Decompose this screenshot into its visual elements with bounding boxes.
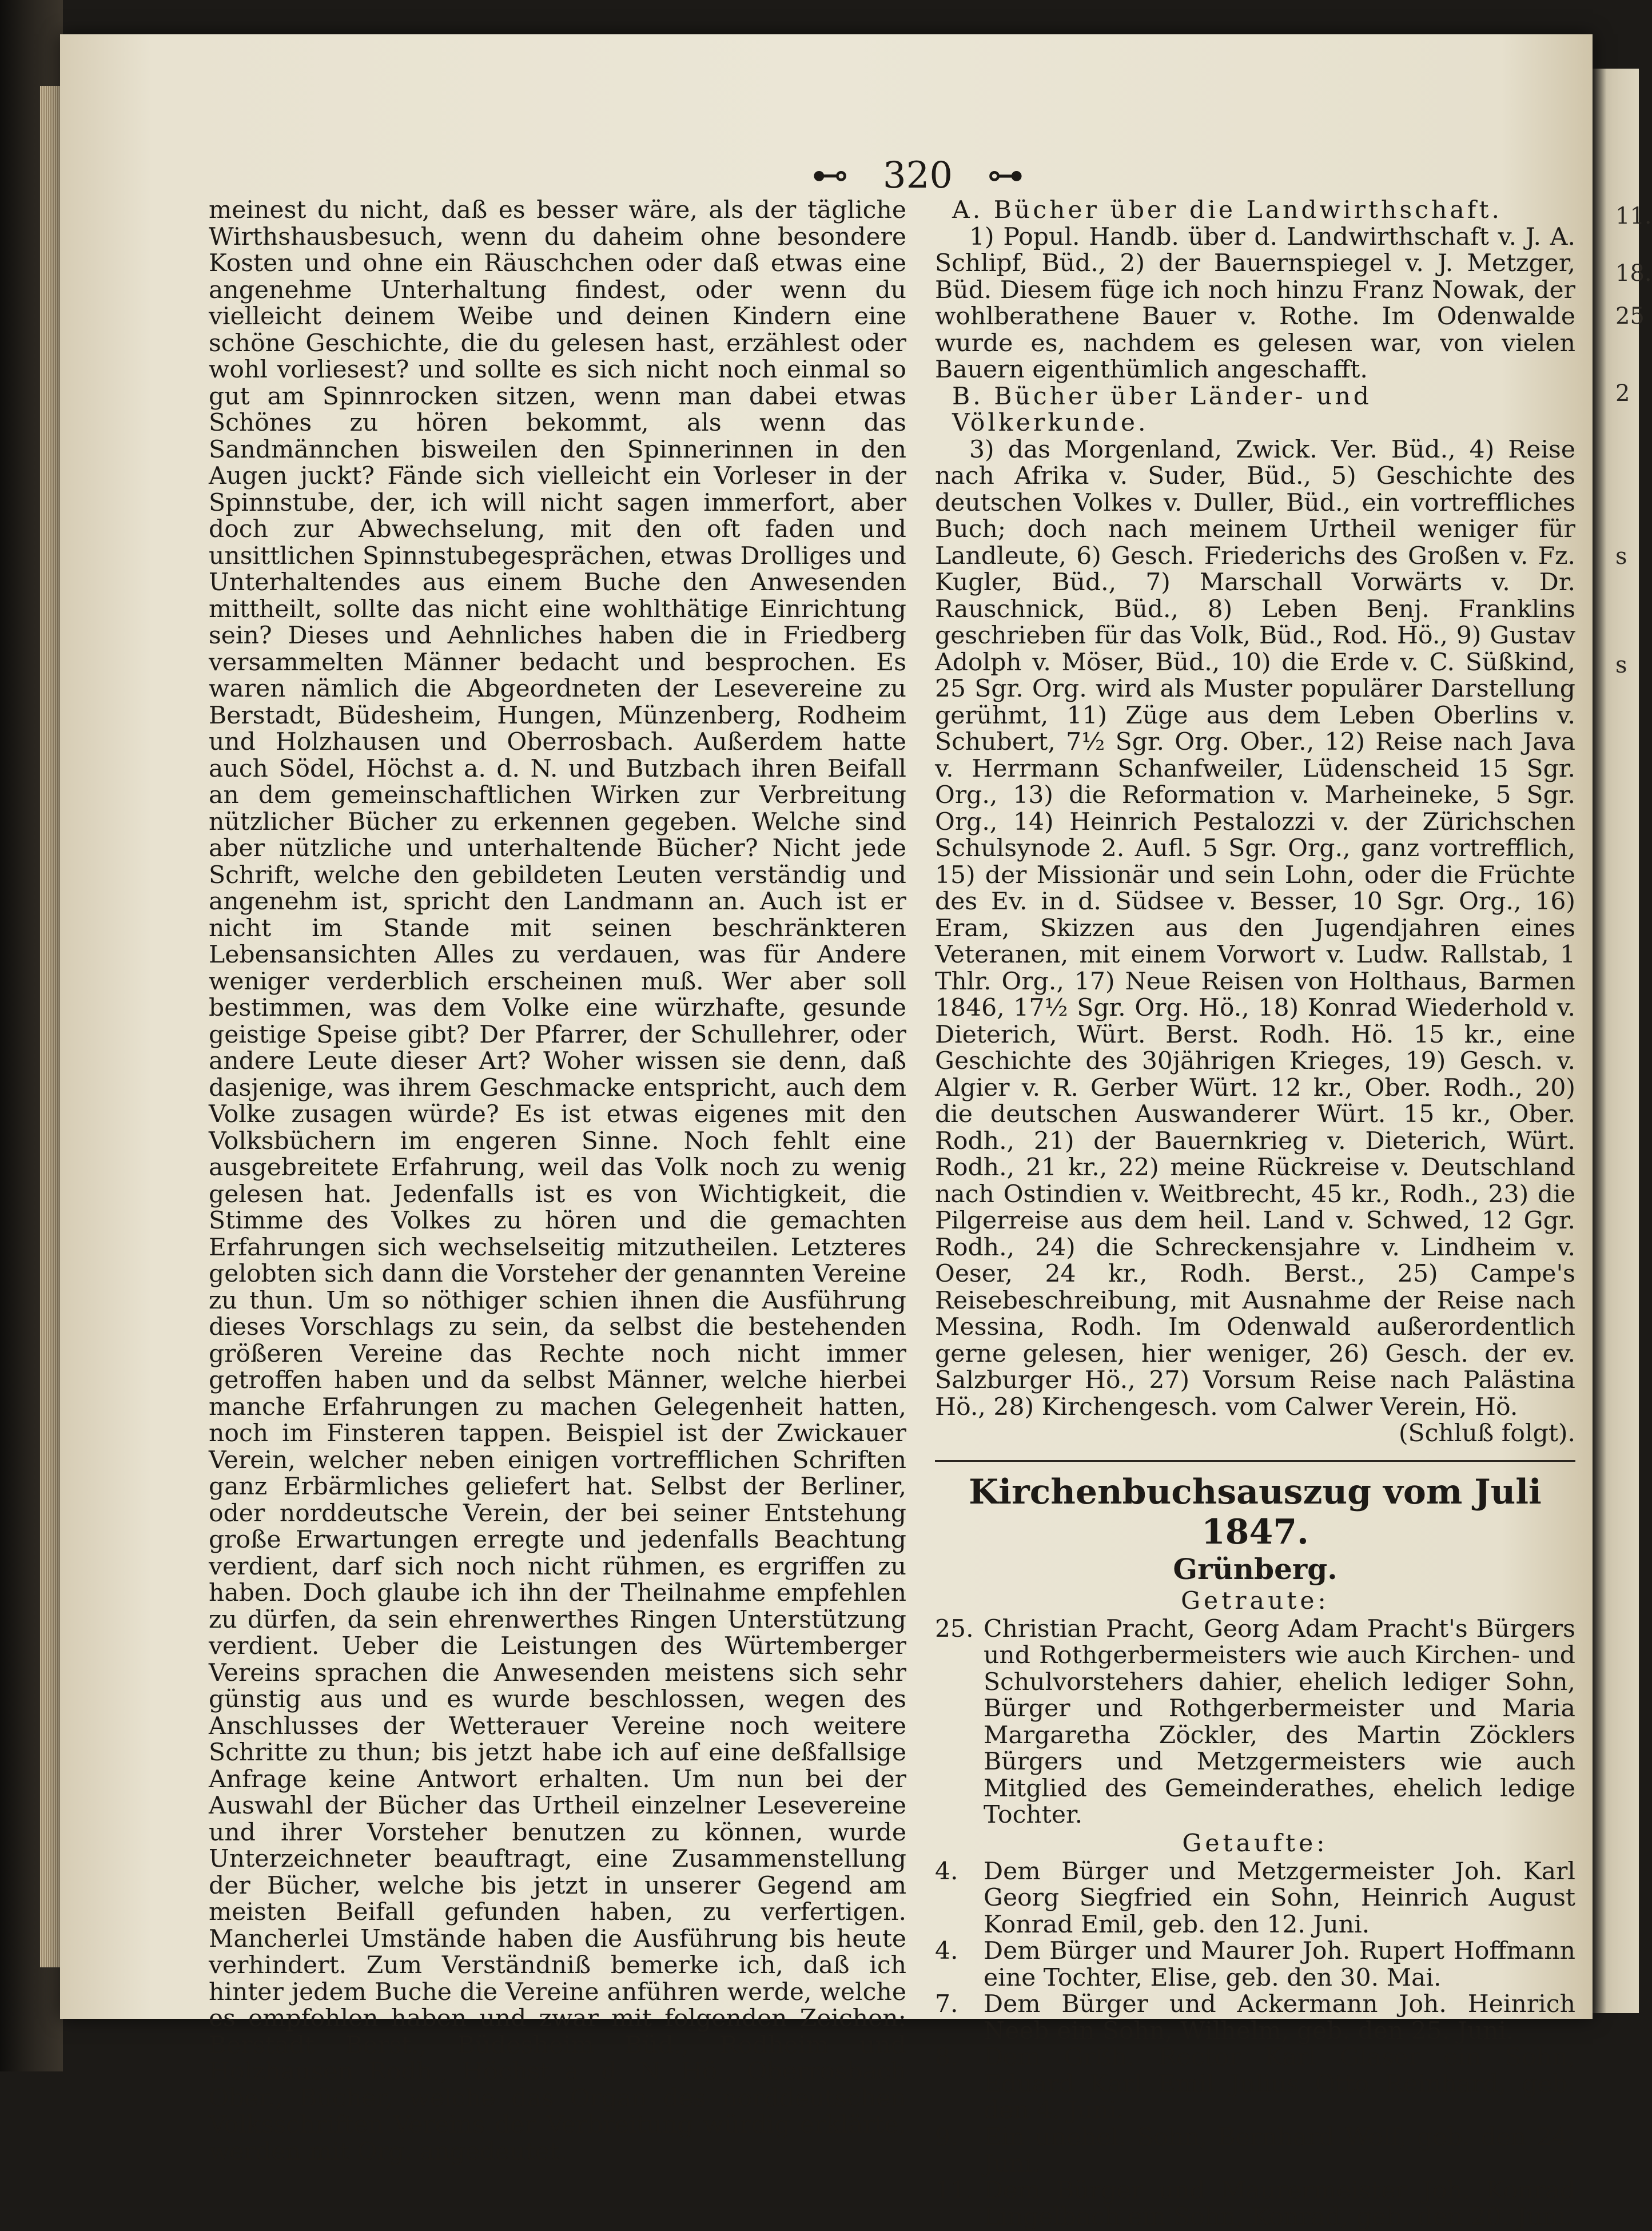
left-column-text: meinest du nicht, daß es besser wäre, als der tägliche Wirthshausbesuch, wenn du daheim ohne besondere Kosten und ohne ein Räuschchen oder daß etwas eine angenehme Unterhaltung findest, oder wenn du vielleicht deinem Weibe und deinen Kindern eine schöne Geschichte, die du gelesen hast, erzählest oder wohl vorliesest? und sollte es sich nicht noch einmal so gut am Spinnrocken sitzen, wenn man dabei etwas Schönes zu hören bekommt, als wenn das Sandmännchen bisweilen den Spinnerinnen in den Augen juckt? Fände sich vielleicht ein Vorleser in der Spinnstube, der, ich will nicht sagen immerfort, aber doch zur Abwechselung, mit den oft faden und unsittlichen Spinnstubegesprächen, etwas Drolliges und Unterhaltendes aus einem Buche den Anwesenden mittheilt, sollte das nicht eine wohlthätige Einrichtung sein? Dieses und Aehnliches haben die in Friedberg versammelten Männer bedacht und besprochen. Es waren nämlich die Abgeordneten der Lesevereine zu Berstadt, Büdesheim, Hungen, Münzenberg, Rodheim und Holzhausen und Oberrosbach. Außerdem hatte auch Södel, Höchst a. d. N. und Butzbach ihren Beifall an dem gemeinschaftlichen Wirken zur Verbreitung nützlicher Bücher zu erkennen gegeben. Welche sind aber nützliche und unterhaltende Bücher? Nicht jede Schrift, welche den gebildeten Leuten verständig und angenehm ist, spricht den Landmann an. Auch ist er nicht im Stande mit seinen beschränkteren Lebensansichten Alles zu verdauen, was für Andere weniger verderblich erscheinen muß. Wer aber soll bestimmen, was dem Volke eine würzhafte, gesunde geistige Speise gibt? Der Pfarrer, der Schullehrer, oder andere Leute dieser Art? Woher wissen sie denn, daß dasjenige, was ihrem Geschmacke entspricht, auch dem Volke zusagen würde? Es ist etwas eigenes mit den Volksbüchern im engeren Sinne. Noch fehlt eine ausgebreitete Erfahrung, weil das Volk noch zu wenig gelesen hat. Jedenfalls ist es von Wichtigkeit, die Stimme des Volkes zu hören und die gemachten Erfahrungen sich wechselseitig mitzutheilen. Letzteres gelobten sich dann die Vorsteher der genannten Vereine zu thun. Um so nöthiger schien ihnen die Ausführung dieses Vorschlags zu sein, da selbst die bestehenden größeren Vereine das Rechte noch nicht immer getroffen haben und da selbst Männer, welche hierbei manche Erfahrungen zu machen Gelegenheit hatten, noch im Finsteren tappen. Beispiel ist der Zwickauer Verein, welcher neben einigen vortrefflichen Schriften ganz Erbärmliches geliefert hat. Selbst der Berliner, oder norddeutsche Verein, der bei seiner Entstehung große Erwartungen erregte und jedenfalls Beachtung verdient, darf sich noch nicht rühmen, es ergriffen zu haben. Doch glaube ich ihn der Theilnahme empfehlen zu dürfen, da sein ehrenwerthes Ringen Unterstützung verdient. Ueber die Leistungen des Würtemberger Vereins sprachen die Anwesenden meistens sich sehr günstig aus und es wurde beschlossen, wegen des Anschlusses der Wetterauer Vereine noch weitere Schritte zu thun; bis jetzt habe ich auf eine deßfallsige Anfrage keine Antwort erhalten. Um nun bei der Auswahl der Bücher das Urtheil einzelner Lesevereine und ihrer Vorsteher benutzen zu können, wurde Unterzeichneter beauftragt, eine Zusammenstellung der Bücher, welche bis jetzt in unserer Gegend am meisten Beifall gefunden haben, zu verfertigen. Mancherlei Umstände haben die Ausführung bis heute verhindert. Zum Verständniß bemerke ich, daß ich hinter jedem Buche die Vereine anführen werde, welche es empfohlen haben und zwar mit folgenden Zeichen: Berstadt Berst., Büdesheim Büd., Rodheim und Holzhausen Rodh., Höchst a. d. N. Hö., Oberrosbach Ober., Bücher, welche das Organ des norddeutschen Volksschriften Vereins der Verbreitung würdig erklärte, werden mit Org. angedeutet.: [209, 196, 906, 2166]
list-item: [935, 2178, 1575, 2231]
closing-note: (Schluß folgt).: [1398, 1419, 1575, 1447]
facing-page-edge: [1593, 69, 1652, 2013]
entry-day: 11.: [935, 2176, 974, 2205]
facing-page-fragment: s: [1615, 652, 1627, 678]
entry-text: Dem Bürger und Ackermann Joh. Heinrich Neeb ein Sohn, Wilhelm, geb. den 25. Juni.: [984, 1990, 1575, 2045]
entry-day: 8.: [935, 2043, 958, 2071]
ornament-left: ⊷: [811, 154, 849, 197]
facing-page-fragment: 18.: [1615, 260, 1652, 287]
list-item: [935, 1991, 1575, 2045]
page-edges: [40, 86, 63, 1967]
entry-day: 25.: [935, 1614, 974, 1643]
place-heading: Grünberg.: [1173, 1552, 1337, 1586]
entry-text: Dem Bürger und Maurermeister Joh. Konrad Lingelbach ein Sohn, Konrad, geb. den 20. Juni.: [984, 2176, 1575, 2231]
entry-text: Christian Pracht, Georg Adam Pracht's Bürgers und Rothgerbermeisters wie auch Kirchen- und Schulvorstehers dahier, ehelich lediger Sohn, Bürger und Rothgerbermeister und Maria Margaretha Zöckler, des Martin Zöcklers Bürgers und Metzgermeisters wie auch Mitglied des Gemeinderathes, ehelich ledige Tochter.: [984, 1614, 1575, 1829]
left-column: [209, 197, 906, 2165]
section-b-text: 3) das Morgenland, Zwick. Ver. Büd., 4) Reise nach Afrika v. Suder, Büd., 5) Geschichte des deutschen Volkes v. Duller, Büd., ein vortreffliches Buch; doch nach meinem Urtheil weniger für Landleute, 6) Gesch. Friederichs des Großen v. Fz. Kugler, Büd., 7) Marschall Vorwärts v. Dr. Rauschnick, Büd., 8) Leben Benj. Franklins geschrieben für das Volk, Büd., Rod. Hö., 9) Gustav Adolph v. Möser, Büd., 10) die Erde v. C. Süßkind, 25 Sgr. Org. wird als Muster populärer Darstellung gerühmt, 11) Züge aus dem Leben Oberlins v. Schubert, 7½ Sgr. Org. Ober., 12) Reise nach Java v. Herrmann Schanfweiler, Lüdenscheid 15 Sgr. Org., 13) die Reformation v. Marheineke, 5 Sgr. Org., 14) Heinrich Pestalozzi v. der Zürichschen Schulsynode 2. Aufl. 5 Sgr. Org., ganz vortrefflich, 15) der Missionär und sein Lohn, oder die Früchte des Ev. in d. Südsee v. Besser, 10 Sgr. Org., 16) Eram, Skizzen aus den Jugendjahren eines Veteranen, mit einem Vorwort v. Ludw. Rallstab, 1 Thlr. Org., 17) Neue Reisen von Holthaus, Barmen 1846, 17½ Sgr. Org. Hö., 18) Konrad Wiederhold v. Dieterich, Würt. Berst. Rodh. Hö. 15 kr., eine Geschichte des 30jährigen Krieges, 19) Gesch. v. Algier v. R. Gerber Würt. 12 kr., Ober. Rodh., 20) die deutschen Auswanderer Würt. 15 kr., Ober. Rodh., 21) der Bauernkrieg v. Dieterich, Würt. Rodh., 21 kr., 22) meine Rückreise v. Deutschland nach Ostindien v. Weitbrecht, 45 kr., Rodh., 23) die Pilgerreise aus dem heil. Land v. Schwed, 12 Ggr. Rodh., 24) die Schreckensjahre v. Lindheim v. Oeser, 24 kr., Rodh. Berst., 25) Campe's Reisebeschreibung, mit Ausnahme der Reise nach Messina, Rodh. Im Odenwald außerordentlich gerne gelesen, hier weniger, 26) Gesch. der ev. Salzburger Hö., 27) Vorsum Reise nach Palästina Hö., 28) Kirchengesch. vom Calwer Verein, Hö.: [935, 435, 1575, 1421]
entry-day: 4.: [935, 1857, 958, 1886]
page-header: [803, 154, 1032, 197]
entry-text: Dem Bürger und Metzgermeister Joh. Karl Georg Siegfried ein Sohn, Heinrich August Konrad Emil, geb. den 12. Juni.: [984, 1857, 1575, 1939]
list-item: [935, 1859, 1575, 1939]
list-item: [935, 1616, 1575, 1829]
section-b-heading: B. Bücher über Länder- und Völkerkunde.: [952, 382, 1372, 437]
section-a-text: 1) Popul. Handb. über d. Landwirthschaft v. J. A. Schlipf, Büd., 2) der Bauernspiegel v. J. Metzger, Büd. Diesem füge ich noch hinzu Franz Nowak, der wohlberathene Bauer v. Rothe. Im Odenwalde wurde es, nachdem es gelesen war, von vielen Bauern eigenthümlich angeschafft.: [935, 222, 1575, 384]
facing-page-fragment: 2: [1615, 380, 1630, 407]
page-number: 320: [882, 154, 953, 197]
baptized-heading: Getaufte:: [1182, 1829, 1328, 1858]
entry-text: Dem Bürger und Maurer Joh. Rupert Hoffmann eine Tochter, Elise, geb. den 30. Mai.: [984, 1937, 1575, 1992]
entry-text: Dem Grßh. Rector Karl Glaser ein Sohn, Eduard Karl Emil Julius Otto Reinhard, geb. den 4. Juni.: [984, 2043, 1575, 2125]
register-heading: Kirchenbuchsauszug vom Juli 1847.: [969, 1472, 1542, 1552]
facing-page-fragment: 11.: [1615, 203, 1652, 229]
list-item: [935, 2045, 1575, 2125]
list-item: [935, 1938, 1575, 1991]
book-page: [60, 34, 1593, 2231]
entry-day: 4.: [935, 1937, 958, 1965]
list-item: [935, 2125, 1575, 2178]
entry-day: 7.: [935, 1990, 958, 2018]
section-a-heading: A. Bücher über die Landwirthschaft.: [952, 196, 1502, 224]
married-heading: Getraute:: [1181, 1586, 1329, 1615]
facing-page-fragment: 25: [1615, 303, 1645, 329]
divider-rule: [935, 1460, 1575, 1462]
ornament-right: ⊶: [987, 154, 1024, 197]
facing-page-fragment: s: [1615, 543, 1627, 570]
entry-text: Ein unehel. Sohn, Bernhard Wolf, geb. den 24. Juni.: [984, 2123, 1575, 2178]
right-column: [935, 197, 1575, 2231]
entry-day: 9.: [935, 2123, 958, 2152]
